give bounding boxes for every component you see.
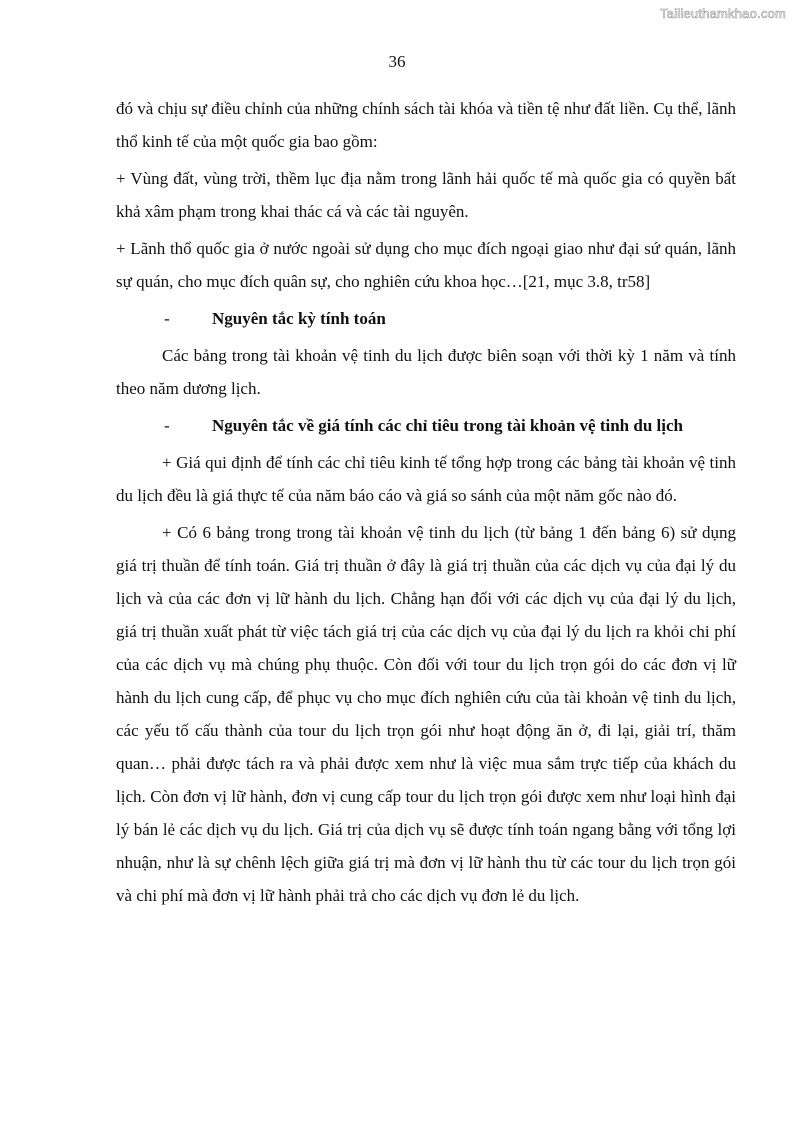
heading-1-text: Nguyên tắc kỳ tính toán [212,309,386,328]
heading-2-text: Nguyên tắc về giá tính các chỉ tiêu trong tài khoản vệ tinh du lịch [212,416,683,435]
heading-calculation-period [116,302,736,335]
watermark-text: Tailieuthamkhao.com [660,6,786,21]
paragraph-3: + Lãnh thổ quốc gia ở nước ngoài sử dụng cho mục đích ngoại giao như đại sứ quán, lãnh sự quán, cho mục đích quân sự, cho nghiên cứu khoa học…[21, mục 3.8, tr58] [116,239,736,291]
paragraph-5: + Giá qui định để tính các chỉ tiêu kinh tế tổng hợp trong các bảng tài khoản vệ tinh du lịch đều là giá thực tế của năm báo cáo và giá so sánh của một năm gốc nào đó. [116,453,736,505]
paragraph-6: + Có 6 bảng trong trong tài khoản vệ tinh du lịch (từ bảng 1 đến bảng 6) sử dụng giá trị thuần để tính toán. Giá trị thuần ở đây là giá trị thuần của các dịch vụ của đại lý du lịch và của các đơn vị lữ hành du lịch. Chẳng hạn đối với các dịch vụ của đại lý du lịch, giá trị thuần xuất phát từ việc tách giá trị của các dịch vụ của đại lý du lịch ra khỏi chi phí của các dịch vụ mà chúng phụ thuộc. Còn đối với tour du lịch trọn gói do các đơn vị lữ hành du lịch cung cấp, để phục vụ cho mục đích nghiên cứu của tài khoản vệ tinh du lịch, các yếu tố cấu thành của tour du lịch trọn gói như hoạt động ăn ở, đi lại, giải trí, thăm quan… phải được tách ra và phải được xem như là việc mua sắm trực tiếp của khách du lịch. Còn đơn vị lữ hành, đơn vị cung cấp tour du lịch trọn gói được xem như loại hình đại lý bán lẻ các dịch vụ du lịch. Giá trị của dịch vụ sẽ được tính toán ngang bằng với tổng lợi nhuận, như là sự chênh lệch giữa giá trị mà đơn vị lữ hành thu từ các tour du lịch trọn gói và chi phí mà đơn vị lữ hành phải trả cho các dịch vụ đơn lẻ du lịch. [116,523,736,905]
heading-pricing-principle [116,409,736,442]
paragraph-2: + Vùng đất, vùng trời, thềm lục địa nằm trong lãnh hải quốc tế mà quốc gia có quyền bất khả xâm phạm trong khai thác cá và các tài nguyên. [116,169,736,221]
paragraph-4: Các bảng trong tài khoản vệ tinh du lịch được biên soạn với thời kỳ 1 năm và tính theo năm dương lịch. [116,346,736,398]
page-number: 36 [388,52,406,71]
heading-2-dash: - [164,416,170,435]
document-body [116,92,736,916]
paragraph-1: đó và chịu sự điều chỉnh của những chính sách tài khóa và tiền tệ như đất liền. Cụ thể, lãnh thổ kinh tế của một quốc gia bao gồm: [116,99,736,151]
heading-1-dash: - [164,309,170,328]
